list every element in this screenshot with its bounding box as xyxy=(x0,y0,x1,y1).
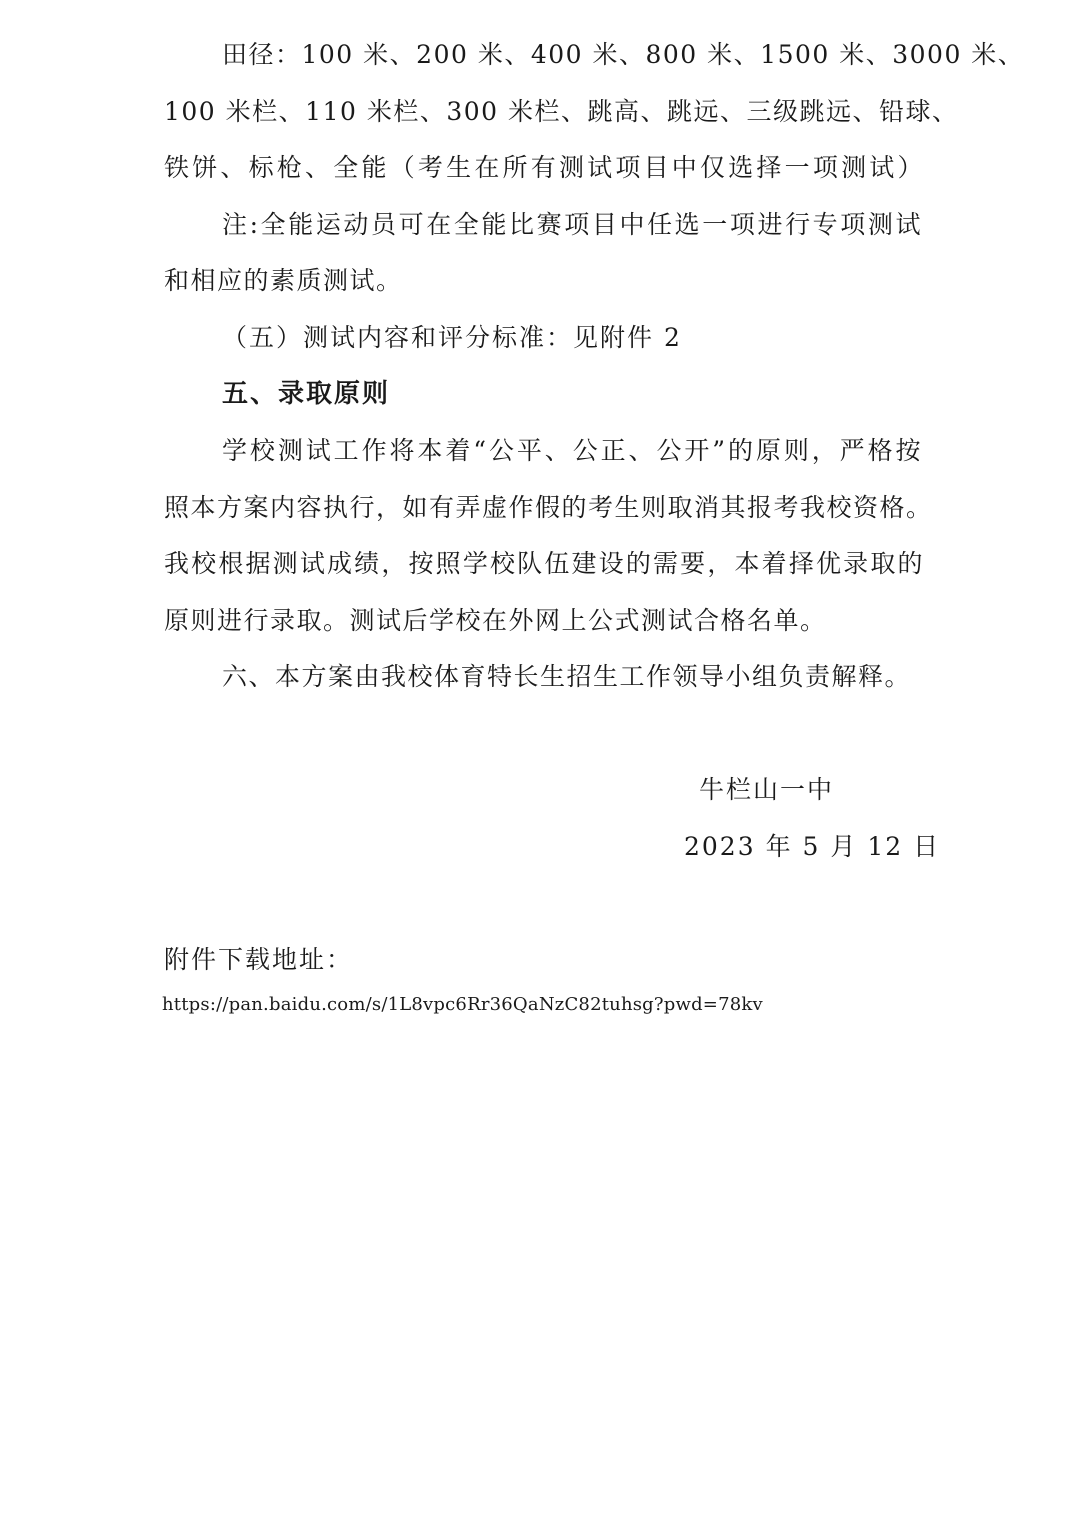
events-line-3: 铁饼、标枪、全能（考生在所有测试项目中仅选择一项测试） xyxy=(164,153,924,182)
events-line-1: 田径：100 米、200 米、400 米、800 米、1500 米、3000 米、 xyxy=(222,40,1025,69)
attachment-download-link[interactable]: https://pan.baidu.com/s/1L8vpc6Rr36QaNzC82tuhsg?pwd=78kv xyxy=(162,994,763,1015)
signature-school: 牛栏山一中 xyxy=(699,775,835,804)
events-line-2: 100 米栏、110 米栏、300 米栏、跳高、跳远、三级跳远、铅球、 xyxy=(164,97,959,126)
note-line-2: 和相应的素质测试。 xyxy=(164,266,403,295)
admission-line-4: 原则进行录取。测试后学校在外网上公式测试合格名单。 xyxy=(164,606,827,635)
admission-line-2: 照本方案内容执行，如有弄虚作假的考生则取消其报考我校资格。 xyxy=(164,493,933,522)
admission-line-3: 我校根据测试成绩，按照学校队伍建设的需要，本着择优录取的 xyxy=(164,549,924,578)
attachment-label: 附件下载地址： xyxy=(164,945,354,974)
section-six-paragraph: 六、本方案由我校体育特长生招生工作领导小组负责解释。 xyxy=(222,662,912,691)
section-heading-admission: 五、录取原则 xyxy=(222,379,391,409)
note-line-1: 注:全能运动员可在全能比赛项目中任选一项进行专项测试 xyxy=(222,210,922,239)
signature-date: 2023 年 5 月 12 日 xyxy=(684,832,941,861)
section-five-subheading: （五）测试内容和评分标准：见附件 2 xyxy=(222,323,682,352)
admission-line-1: 学校测试工作将本着“公平、公正、公开”的原则，严格按 xyxy=(222,436,922,465)
